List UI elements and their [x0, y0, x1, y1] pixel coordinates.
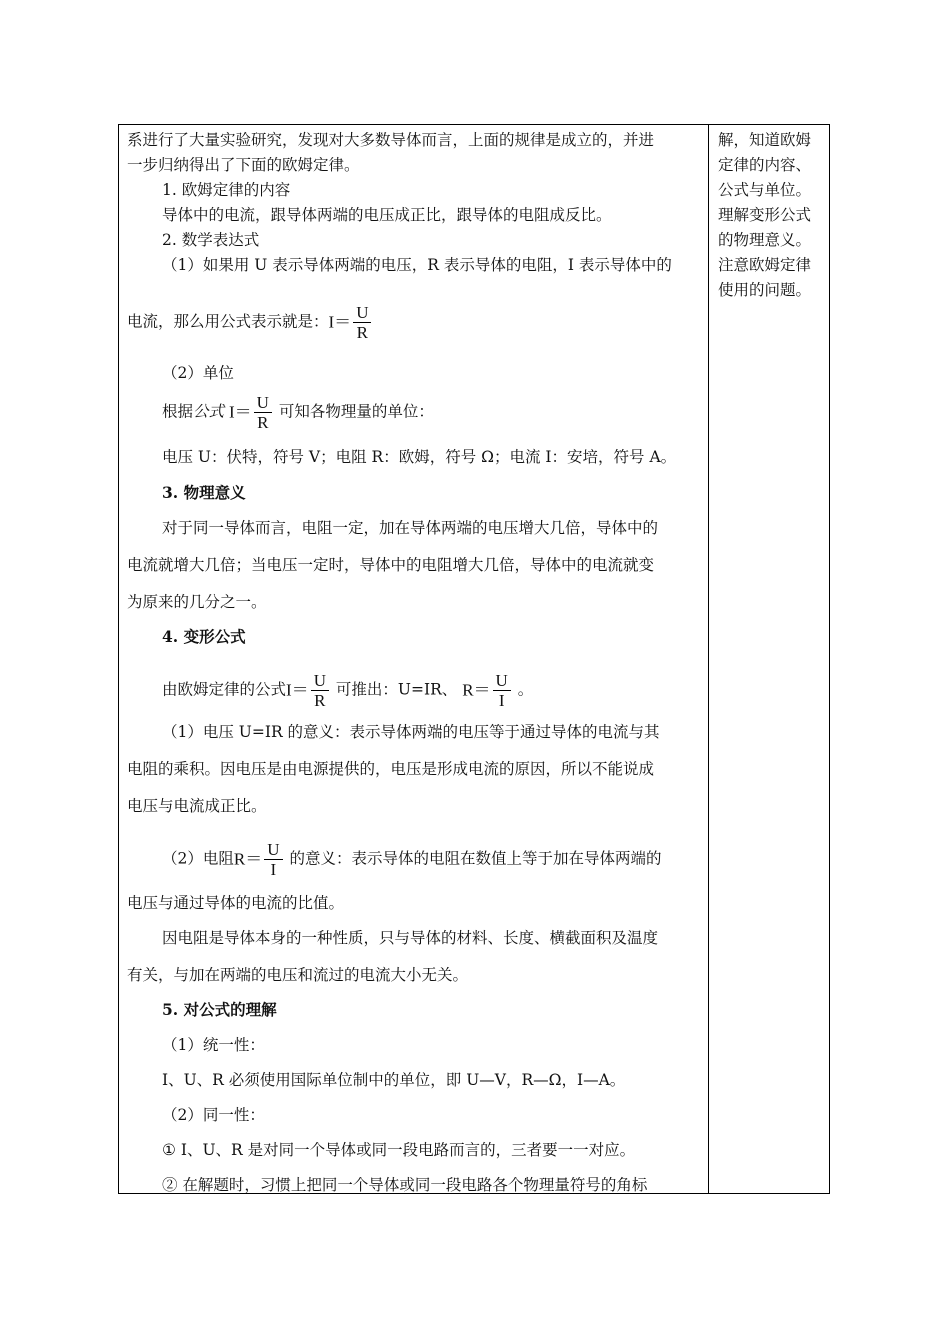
text-line: 电压与电流成正比。: [127, 797, 267, 815]
text-line: 电流就增大几倍；当电压一定时，导体中的电阻增大几倍，导体中的电流就变: [127, 556, 655, 574]
fraction-numerator: U: [311, 671, 329, 691]
text-line: 电阻的乘积。因电压是由电源提供的，电压是形成电流的原因，所以不能说成: [127, 760, 655, 778]
text-span: 的意义：表示导体的电阻在数值上等于加在导体两端的: [289, 849, 662, 868]
heading-4: 4. 变形公式: [162, 627, 246, 646]
fraction-denominator: I: [498, 691, 505, 710]
side-text-line: 理解变形公式: [718, 206, 812, 224]
units-line: 电压 U：伏特，符号 V；电阻 R：欧姆，符号 Ω；电流 I：安培，符号 A。: [162, 448, 677, 466]
text-line: （1）如果用 U 表示导体两端的电压，R 表示导体的电阻，I 表示导体中的: [162, 256, 672, 274]
column-divider: [708, 125, 709, 1193]
text-line: 因电阻是导体本身的一种性质，只与导体的材料、长度、横截面积及温度: [162, 929, 659, 947]
text-line: 有关，与加在两端的电压和流过的电流大小无关。: [127, 966, 469, 984]
text-line: ① I、U、R 是对同一个导体或同一段电路而言的，三者要一一对应。: [162, 1141, 636, 1159]
fraction-denominator: R: [356, 323, 368, 342]
text-line: ② 在解题时，习惯上把同一个导体或同一段电路各个物理量符号的角标: [162, 1176, 648, 1194]
text-line: 导体中的电流，跟导体两端的电压成正比，跟导体的电阻成反比。: [162, 206, 612, 224]
side-text-line: 的物理意义。: [718, 231, 812, 249]
text-line: 为原来的几分之一。: [127, 593, 267, 611]
text-line: 系进行了大量实验研究，发现对大多数导体而言，上面的规律是成立的，并进: [127, 131, 655, 149]
formula-lhs: I＝: [228, 402, 252, 422]
heading-5: 5. 对公式的理解: [162, 1000, 277, 1019]
fraction: [311, 671, 329, 710]
side-text-line: 公式与单位。: [718, 181, 812, 199]
fraction: [353, 303, 371, 342]
text-line: 一步归纳得出了下面的欧姆定律。: [127, 156, 360, 174]
text-span: 可知各物理量的单位：: [278, 402, 434, 421]
formula-lhs: R＝: [462, 680, 491, 700]
side-text-line: 使用的问题。: [718, 281, 812, 299]
text-line: （1）电压 U=IR 的意义：表示导体两端的电压等于通过导体的电流与其: [162, 723, 660, 741]
fraction: [264, 840, 282, 879]
text-span: 电流，那么用公式表示就是：: [127, 312, 329, 331]
text-line: （2）同一性：: [162, 1106, 265, 1124]
fraction-numerator: U: [264, 840, 282, 860]
text-span: 可推出：U=IR、: [335, 680, 458, 699]
side-text-line: 解，知道欧姆: [718, 131, 812, 149]
text-line: 对于同一导体而言，电阻一定，加在导体两端的电压增大几倍，导体中的: [162, 519, 659, 537]
heading-2: 2. 数学表达式: [162, 231, 260, 249]
side-text-line: 注意欧姆定律: [718, 256, 812, 274]
heading-1: 1. 欧姆定律的内容: [162, 181, 291, 199]
formula-lhs: I＝: [328, 312, 352, 332]
formula-lhs: R＝: [233, 849, 263, 869]
fraction-denominator: R: [314, 691, 326, 710]
fraction-numerator: U: [493, 671, 511, 691]
text-span: 由欧姆定律的公式: [162, 680, 287, 699]
formula-lhs: I＝: [286, 680, 309, 700]
fraction-numerator: U: [353, 303, 371, 323]
text-span: （2）电阻: [162, 849, 234, 868]
lesson-table: [118, 124, 830, 1194]
formula-line: [162, 840, 661, 879]
fraction-denominator: I: [270, 860, 277, 879]
text-line: 电压与通过导体的电流的比值。: [127, 894, 345, 912]
side-text-line: 定律的内容、: [718, 156, 812, 174]
fraction: [254, 393, 272, 432]
text-span: 根据: [162, 402, 194, 421]
heading-3: 3. 物理意义: [162, 483, 246, 502]
formula-line: [162, 671, 533, 710]
text-span: 公式: [193, 402, 225, 421]
text-line: I、U、R 必须使用国际单位制中的单位，即 U—V，R—Ω，I—A。: [162, 1071, 626, 1089]
text-span: 。: [517, 680, 534, 699]
fraction-numerator: U: [254, 393, 272, 413]
text-line: （1）统一性：: [162, 1036, 265, 1054]
formula-line: [127, 303, 373, 342]
text-line: （2）单位: [162, 364, 234, 382]
fraction-denominator: R: [257, 413, 269, 432]
formula-line: [162, 393, 434, 432]
fraction: [493, 671, 511, 710]
